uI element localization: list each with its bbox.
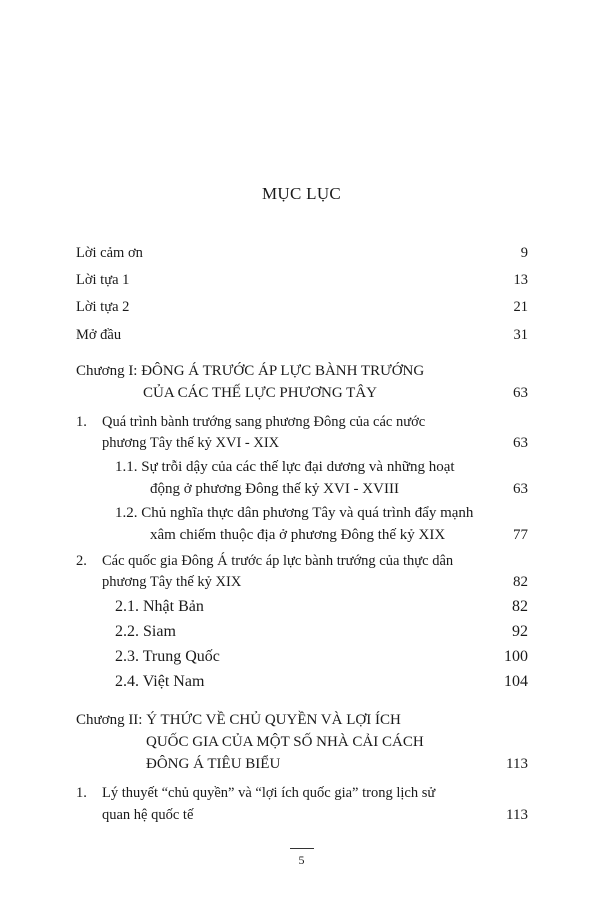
toc-entry-title: Lý thuyết “chủ quyền” và “lợi ích quốc gia” trong lịch sử (102, 785, 436, 801)
toc-entry-page: 77 (513, 527, 528, 543)
toc-entry-number: 1. (76, 414, 87, 430)
toc-entry-page: 63 (513, 435, 528, 451)
toc-entry-title-continued: xâm chiếm thuộc địa ở phương Đông thế kỷ XIX (150, 527, 446, 543)
toc-entry-title-continued: ĐÔNG Á TIÊU BIỂU (146, 756, 281, 772)
toc-entry-page: 9 (520, 245, 528, 261)
toc-entry-title: Mở đầu (76, 327, 122, 343)
toc-entry-page: 13 (513, 272, 528, 288)
toc-entry-title: 1.1. Sự trỗi dậy của các thế lực đại dương và những hoạt (115, 459, 455, 475)
toc-entry-title: Chương I: ĐÔNG Á TRƯỚC ÁP LỰC BÀNH TRƯỚNG (76, 363, 425, 379)
toc-entry-title: 2.2. Siam (115, 623, 176, 640)
page-title: MỤC LỤC (261, 184, 342, 203)
toc-entry-page: 100 (504, 648, 528, 665)
toc-entry-page: 82 (512, 598, 528, 615)
toc-entry-title-continued: phương Tây thế kỷ XVI - XIX (102, 435, 280, 451)
toc-entry-title: 2.1. Nhật Bản (115, 598, 204, 615)
page-number: 5 (298, 853, 305, 867)
footer-rule (290, 848, 314, 849)
toc-entry-title-continued: phương Tây thế kỷ XIX (102, 574, 242, 590)
toc-entry-title: Các quốc gia Đông Á trước áp lực bành trướng của thực dân (102, 553, 454, 569)
toc-entry-title-continued: CỦA CÁC THẾ LỰC PHƯƠNG TÂY (143, 385, 377, 401)
toc-entry-title: 2.3. Trung Quốc (115, 648, 220, 665)
toc-entry-page: 82 (513, 574, 528, 590)
toc-entry-page: 31 (513, 327, 528, 343)
toc-entry-title: Lời cảm ơn (76, 245, 143, 261)
toc-entry-title: Chương II: Ý THỨC VỀ CHỦ QUYỀN VÀ LỢI ÍCH (76, 712, 401, 728)
toc-entry-title-continued: QUỐC GIA CỦA MỘT SỐ NHÀ CẢI CÁCH (146, 734, 424, 750)
toc-entry-page: 63 (513, 385, 528, 401)
toc-entry-title: Lời tựa 2 (76, 299, 130, 315)
toc-entry-title: Quá trình bành trướng sang phương Đông của các nước (102, 414, 426, 430)
toc-entry-title-continued: quan hệ quốc tế (102, 807, 194, 823)
toc-entry-page: 113 (506, 807, 528, 823)
toc-entry-title: Lời tựa 1 (76, 272, 130, 288)
toc-entry-page: 21 (513, 299, 528, 315)
toc-entry-page: 63 (513, 481, 528, 497)
toc-entry-number: 2. (76, 553, 87, 569)
toc-entry-page: 104 (504, 673, 528, 690)
toc-entry-number: 1. (76, 785, 87, 801)
toc-entry-title: 1.2. Chủ nghĩa thực dân phương Tây và quá trình đẩy mạnh (115, 505, 474, 521)
toc-entry-page: 113 (506, 756, 528, 772)
toc-entry-page: 92 (512, 623, 528, 640)
toc-entry-title-continued: động ở phương Đông thế kỷ XVI - XVIII (150, 481, 399, 497)
toc-entry-title: 2.4. Việt Nam (115, 673, 205, 690)
